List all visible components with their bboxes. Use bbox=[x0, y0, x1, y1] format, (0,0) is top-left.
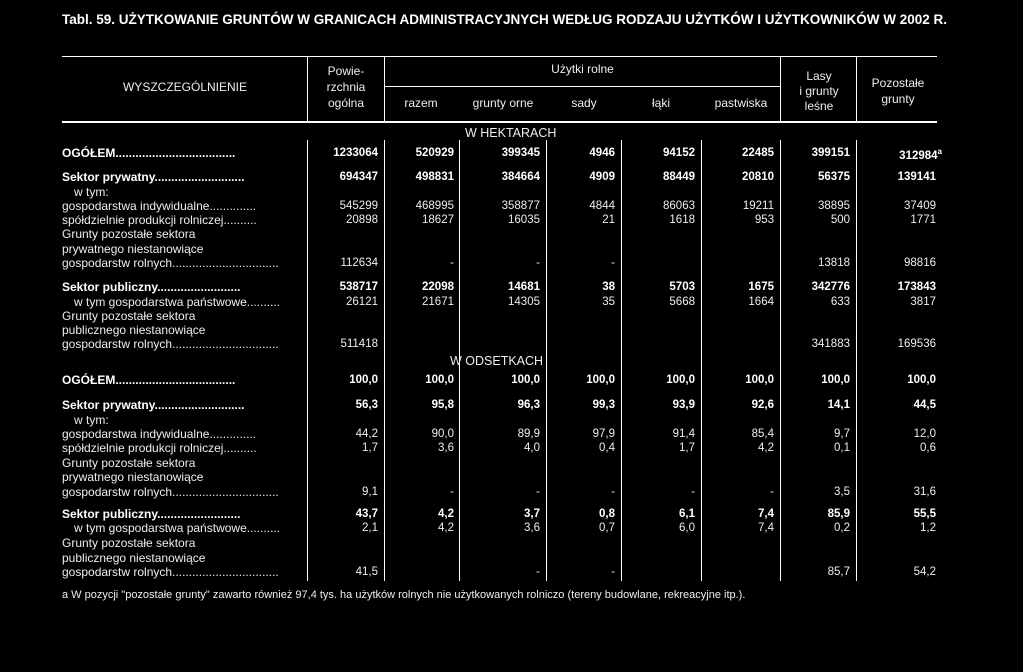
table-cell: 100,0 bbox=[821, 374, 850, 386]
header-area-3: ogólna bbox=[327, 96, 365, 110]
table-cell: 85,9 bbox=[827, 508, 850, 520]
table-cell: 3,7 bbox=[524, 508, 540, 520]
table-cell: 3,6 bbox=[524, 522, 540, 534]
table-cell: 54,2 bbox=[913, 566, 936, 578]
table-cell: 43,7 bbox=[355, 508, 378, 520]
table-cell: 694347 bbox=[339, 171, 378, 183]
table-cell: 21671 bbox=[422, 296, 454, 308]
label-other-private-1: Grunty pozostałe sektora bbox=[62, 227, 196, 241]
table-cell: 139141 bbox=[897, 171, 936, 183]
table-cell: 100,0 bbox=[425, 374, 454, 386]
table-cell: 41,5 bbox=[355, 566, 378, 578]
label-of-which: w tym: bbox=[74, 413, 109, 427]
label-other-public-1: Grunty pozostałe sektora bbox=[62, 309, 196, 323]
footnote: a W pozycji "pozostałe grunty" zawarto również 97,4 tys. ha użytków rolnych nie użytkowanych rolniczo (tereny budowlane, rekreacyjne itp.). bbox=[62, 589, 746, 601]
table-cell: 4,2 bbox=[438, 508, 454, 520]
table-cell: 100,0 bbox=[511, 374, 540, 386]
table-cell: 31,6 bbox=[913, 486, 936, 498]
header-forest-1: Lasy bbox=[806, 69, 832, 83]
table-cell: 545299 bbox=[339, 200, 378, 212]
table-cell: 7,4 bbox=[758, 522, 774, 534]
table-cell: - bbox=[691, 486, 695, 498]
table-cell: 3817 bbox=[910, 296, 936, 308]
table-cell: 12,0 bbox=[913, 428, 936, 440]
label-individual: gospodarstwa indywidualne.............. bbox=[62, 199, 257, 213]
table-cell: 13818 bbox=[818, 257, 850, 269]
label-individual: gospodarstwa indywidualne.............. bbox=[62, 427, 257, 441]
table-cell: 520929 bbox=[415, 147, 454, 159]
table-cell: 100,0 bbox=[666, 374, 695, 386]
table-cell: 3,5 bbox=[834, 486, 850, 498]
table-cell: - bbox=[536, 486, 540, 498]
table-cell: 100,0 bbox=[907, 374, 936, 386]
label-private: Sektor prywatny........................... bbox=[62, 170, 245, 184]
column-divider bbox=[856, 140, 857, 581]
table-cell: 169536 bbox=[897, 338, 936, 350]
table-cell: 38895 bbox=[818, 200, 850, 212]
label-coops: spółdzielnie produkcji rolniczej.......... bbox=[62, 441, 257, 455]
label-other-public-1: Grunty pozostałe sektora bbox=[62, 536, 196, 550]
table-cell: 88449 bbox=[663, 171, 695, 183]
header-other-1: Pozostałe bbox=[871, 76, 925, 90]
table-cell: 56,3 bbox=[355, 399, 378, 411]
table-cell: 4946 bbox=[589, 147, 615, 159]
label-other-private-2: prywatnego niestanowiące bbox=[62, 242, 204, 256]
column-divider bbox=[384, 56, 385, 121]
label-state-farms: w tym gospodarstwa państwowe.......... bbox=[74, 521, 281, 535]
table-cell: 98816 bbox=[904, 257, 936, 269]
table-cell: 18627 bbox=[422, 214, 454, 226]
table-cell: 5668 bbox=[669, 296, 695, 308]
table-cell: 44,5 bbox=[913, 399, 936, 411]
table-cell: 22098 bbox=[422, 281, 454, 293]
column-divider bbox=[856, 56, 857, 121]
table-cell: 22485 bbox=[742, 147, 774, 159]
table-cell: 1,7 bbox=[362, 442, 378, 454]
table-cell: 6,0 bbox=[679, 522, 695, 534]
table-cell: 9,1 bbox=[362, 486, 378, 498]
table-cell: 20898 bbox=[346, 214, 378, 226]
table-cell: 0,2 bbox=[834, 522, 850, 534]
header-area-1: Powie- bbox=[327, 64, 365, 78]
table-cell: 6,1 bbox=[679, 508, 695, 520]
table-cell: 14,1 bbox=[827, 399, 850, 411]
table-cell: 44,2 bbox=[355, 428, 378, 440]
table-cell: 99,3 bbox=[592, 399, 615, 411]
table-cell: 3,6 bbox=[438, 442, 454, 454]
table-cell: 1618 bbox=[669, 214, 695, 226]
label-total: OGÓŁEM.................................... bbox=[62, 146, 236, 160]
table-cell: 173843 bbox=[897, 281, 936, 293]
table-cell: - bbox=[536, 257, 540, 269]
header-forest-3: leśne bbox=[804, 99, 834, 113]
column-divider bbox=[701, 140, 702, 581]
label-public: Sektor publiczny......................... bbox=[62, 507, 241, 521]
header-agri: Użytki rolne bbox=[551, 62, 614, 76]
table-cell: - bbox=[536, 566, 540, 578]
table-cell: 14305 bbox=[508, 296, 540, 308]
table-cell: 500 bbox=[830, 214, 850, 226]
table-cell: 4,2 bbox=[758, 442, 774, 454]
table-cell: 953 bbox=[754, 214, 774, 226]
table-cell: 55,5 bbox=[913, 508, 936, 520]
table-cell: 97,9 bbox=[592, 428, 615, 440]
table-cell: 20810 bbox=[742, 171, 774, 183]
table-cell: - bbox=[611, 486, 615, 498]
table-cell: 0,6 bbox=[920, 442, 936, 454]
table-cell: 93,9 bbox=[672, 399, 695, 411]
table-cell: 5703 bbox=[669, 281, 695, 293]
table-cell: 38 bbox=[602, 281, 615, 293]
table-cell: 0,1 bbox=[834, 442, 850, 454]
header-area-2: rzchnia bbox=[326, 80, 366, 94]
label-other-public-2: publicznego niestanowiące bbox=[62, 323, 206, 337]
table-cell: 0,7 bbox=[599, 522, 615, 534]
label-coops: spółdzielnie produkcji rolniczej.......... bbox=[62, 213, 257, 227]
table-cell: 91,4 bbox=[672, 428, 695, 440]
table-cell: 341883 bbox=[811, 338, 850, 350]
table-cell: 7,4 bbox=[758, 508, 774, 520]
table-cell: 1771 bbox=[910, 214, 936, 226]
table-cell: 90,0 bbox=[431, 428, 454, 440]
label-public: Sektor publiczny......................... bbox=[62, 280, 241, 294]
label-other-private-2: prywatnego niestanowiące bbox=[62, 470, 204, 484]
header-agri-rule bbox=[385, 86, 780, 87]
column-divider bbox=[780, 56, 781, 121]
table-cell: 85,4 bbox=[751, 428, 774, 440]
header-top-rule bbox=[62, 56, 937, 57]
table-cell: 1,2 bbox=[920, 522, 936, 534]
column-divider bbox=[621, 140, 622, 581]
table-cell: 19211 bbox=[742, 200, 774, 212]
label-other-private-3: gospodarstw rolnych................................ bbox=[62, 256, 279, 270]
footnote-marker: a bbox=[937, 147, 942, 156]
table-cell: 2,1 bbox=[362, 522, 378, 534]
table-cell: - bbox=[611, 566, 615, 578]
table-cell: 56375 bbox=[818, 171, 850, 183]
header-agri-razem: razem bbox=[404, 96, 438, 110]
table-cell: 21 bbox=[602, 214, 615, 226]
table-cell: 358877 bbox=[501, 200, 540, 212]
table-cell: 468995 bbox=[415, 200, 454, 212]
table-cell: 1,7 bbox=[679, 442, 695, 454]
table-cell: 85,7 bbox=[827, 566, 850, 578]
table-cell: 1675 bbox=[748, 281, 774, 293]
label-other-public-2: publicznego niestanowiące bbox=[62, 551, 206, 565]
table-cell: 100,0 bbox=[586, 374, 615, 386]
section-hectares: W HEKTARACH bbox=[465, 126, 557, 140]
table-cell: - bbox=[770, 486, 774, 498]
table-cell: 112634 bbox=[340, 257, 378, 269]
table-cell: 384664 bbox=[501, 171, 540, 183]
label-other-private-3: gospodarstw rolnych................................ bbox=[62, 485, 279, 499]
table-cell: 92,6 bbox=[751, 399, 774, 411]
table-cell: 86063 bbox=[663, 200, 695, 212]
table-cell: 399151 bbox=[811, 147, 850, 159]
header-agri-orne: grunty orne bbox=[472, 96, 534, 110]
table-cell: 96,3 bbox=[517, 399, 540, 411]
table-cell: 4,0 bbox=[524, 442, 540, 454]
header-other-2: grunty bbox=[881, 92, 915, 106]
label-other-private-1: Grunty pozostałe sektora bbox=[62, 456, 196, 470]
label-state-farms: w tym gospodarstwa państwowe.......... bbox=[74, 295, 281, 309]
table-cell: 1664 bbox=[748, 296, 774, 308]
table-cell: 100,0 bbox=[349, 374, 378, 386]
table-cell: - bbox=[450, 257, 454, 269]
table-cell: 511418 bbox=[340, 338, 378, 350]
header-bottom-rule bbox=[62, 121, 937, 123]
label-total: OGÓŁEM.................................... bbox=[62, 373, 236, 387]
table-cell: 0,4 bbox=[599, 442, 615, 454]
label-other-public-3: gospodarstw rolnych................................ bbox=[62, 565, 279, 579]
table-cell: 26121 bbox=[346, 296, 378, 308]
table-cell: 94152 bbox=[663, 147, 695, 159]
table-cell: 14681 bbox=[508, 281, 540, 293]
label-private: Sektor prywatny........................... bbox=[62, 398, 245, 412]
table-cell: 0,8 bbox=[599, 508, 615, 520]
table-cell: 4844 bbox=[589, 200, 615, 212]
table-cell: 4,2 bbox=[438, 522, 454, 534]
label-of-which: w tym: bbox=[74, 185, 109, 199]
table-cell: - bbox=[450, 486, 454, 498]
header-agri-sady: sady bbox=[571, 96, 597, 110]
header-stub: WYSZCZEGÓLNIENIE bbox=[122, 80, 247, 94]
header-agri-laki: łąki bbox=[651, 96, 670, 110]
label-other-public-3: gospodarstw rolnych................................ bbox=[62, 337, 279, 351]
table-cell: 342776 bbox=[811, 281, 850, 293]
table-cell: 35 bbox=[602, 296, 615, 308]
table-cell: - bbox=[611, 257, 615, 269]
table-cell: 498831 bbox=[415, 171, 454, 183]
column-divider bbox=[307, 56, 308, 121]
table-cell: 633 bbox=[830, 296, 850, 308]
table-title: Tabl. 59. UŻYTKOWANIE GRUNTÓW W GRANICACH ADMINISTRACYJNYCH WEDŁUG RODZAJU UŻYTKÓW I UŻYTKOWNIKÓW W 2002 R. bbox=[62, 12, 947, 27]
table-cell: 16035 bbox=[508, 214, 540, 226]
table-cell: 37409 bbox=[904, 200, 936, 212]
table-cell: 89,9 bbox=[517, 428, 540, 440]
table-cell: 399345 bbox=[501, 147, 540, 159]
table-cell: 4909 bbox=[589, 171, 615, 183]
table-cell: 95,8 bbox=[431, 399, 454, 411]
table-cell: 100,0 bbox=[745, 374, 774, 386]
header-forest-2: i grunty bbox=[799, 84, 839, 98]
table-cell: 538717 bbox=[339, 281, 378, 293]
table-cell: 1233064 bbox=[333, 147, 378, 159]
header-agri-pastwiska: pastwiska bbox=[714, 96, 768, 110]
table-cell: 312984$^a$ bbox=[899, 147, 942, 162]
table-cell: 9,7 bbox=[834, 428, 850, 440]
section-percent: W ODSETKACH bbox=[450, 354, 544, 368]
